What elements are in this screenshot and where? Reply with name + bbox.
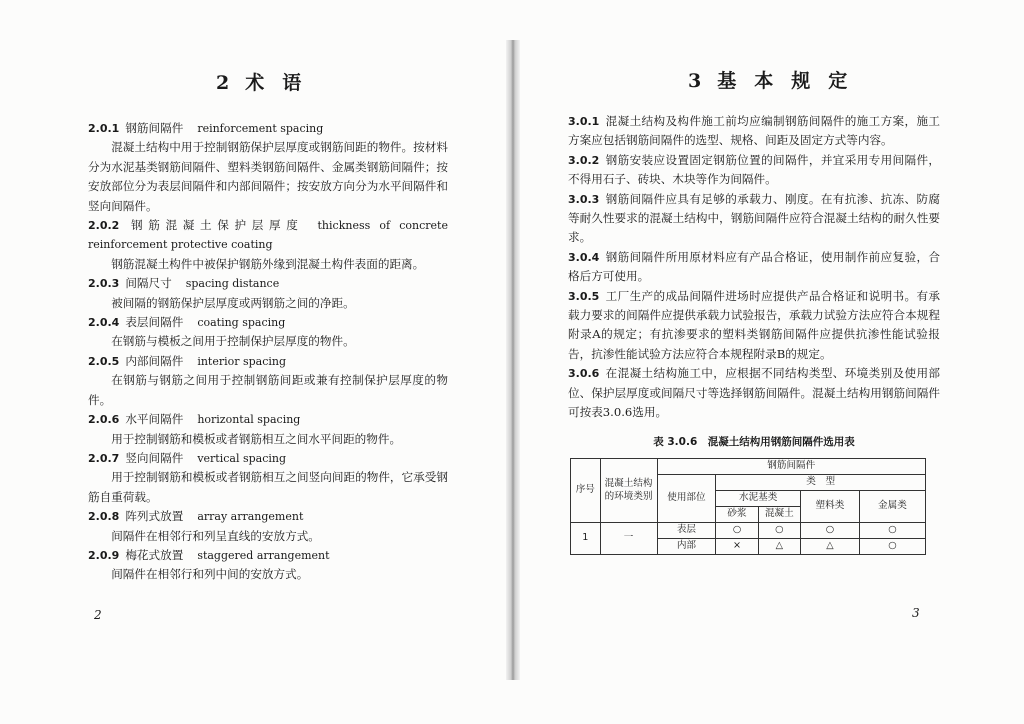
term-name: 梅花式放置	[125, 547, 184, 562]
cell-use-location: 表层	[657, 522, 716, 538]
left-page	[0, 0, 508, 724]
clause-text: 混凝土结构及构件施工前均应编制钢筋间隔件的施工方案，施工方案应包括钢筋间隔件的选型、规格、间距及固定方式等内容。	[568, 114, 940, 148]
clause	[568, 287, 940, 365]
clause-text: 在混凝土结构施工中，应根据不同结构类型、环境类别及使用部位、保护层厚度或间隔尺寸等选择钢筋间隔件。混凝土结构用钢筋间隔件可按表3.0.6选用。	[568, 366, 940, 420]
clause-number: 2.0.5	[88, 354, 120, 368]
clause-number: 2.0.7	[88, 451, 120, 465]
chapter-title-char: 本	[754, 70, 776, 92]
term-heading	[88, 352, 448, 371]
term-name: 水平间隔件	[125, 412, 184, 427]
chapter-title-char: 语	[282, 72, 304, 94]
clause-number: 3.0.1	[568, 115, 600, 128]
term-english: horizontal spacing	[197, 413, 301, 427]
term-heading	[88, 410, 448, 429]
header-plastic: 塑料类	[801, 490, 860, 522]
clause-number: 3.0.2	[568, 153, 600, 167]
cell-seq: 1	[571, 522, 601, 554]
term-heading	[88, 216, 448, 255]
term-heading	[88, 546, 448, 565]
clause	[568, 248, 940, 287]
term-definition: 用于控制钢筋和模板或者钢筋相互之间竖向间距的物件，它承受钢筋自重荷载。	[88, 470, 448, 504]
clause-number: 2.0.4	[88, 316, 120, 330]
terms-list	[88, 119, 448, 585]
term-definition: 用于控制钢筋和模板或者钢筋相互之间水平间距的物件。	[111, 431, 402, 446]
cell-mortar: ×	[716, 538, 758, 554]
chapter-title	[688, 66, 849, 93]
clause	[568, 151, 940, 190]
term-definition: 被间隔的钢筋保护层厚度或两钢筋之间的净距。	[111, 295, 355, 310]
term-heading	[88, 507, 448, 526]
term-name: 表层间隔件	[125, 315, 184, 330]
term-name: 竖向间隔件	[125, 450, 184, 465]
term-english: array arrangement	[197, 510, 304, 524]
term-english: interior spacing	[197, 354, 287, 368]
term-definition: 在钢筋与模板之间用于控制保护层厚度的物件。	[111, 334, 355, 349]
clause-number: 2.0.1	[88, 122, 120, 135]
clause-text: 工厂生产的成品间隔件进场时应提供产品合格证和说明书。有承载力要求的间隔件应提供承载力试验报告，承载力试验方法应符合本规程附录A的规定；有抗渗要求的塑料类钢筋间隔件应提供抗渗性能试验报告，抗渗性能试验方法应符合本规程附录B的规定。	[568, 288, 940, 361]
cell-use-location: 内部	[657, 538, 716, 554]
cell-plastic: ○	[801, 522, 860, 538]
clause	[568, 364, 940, 422]
header-environment: 混凝土结构的环境类别	[600, 458, 657, 522]
header-use-location: 使用部位	[657, 474, 716, 522]
term-english: staggered arrangement	[197, 548, 330, 562]
table-caption: 表 3.0.6 混凝土结构用钢筋间隔件选用表	[653, 435, 855, 448]
clauses-list	[568, 112, 940, 555]
term-definition: 混凝土结构中用于控制钢筋保护层厚度或钢筋间距的物件。按材料分为水泥基类钢筋间隔件、塑料类钢筋间隔件、金属类钢筋间隔件；按安放部位分为表层间隔件和内部间隔件；按安放方向分为水平间隔件和竖向间隔件。	[88, 140, 448, 213]
term-english: thickness of concrete reinforcement protective coating	[88, 219, 448, 252]
term-name: 钢筋间隔件	[125, 121, 184, 135]
term-definition: 在钢筋与钢筋之间用于控制钢筋间距或兼有控制保护层厚度的物件。	[88, 373, 448, 407]
chapter-title-char: 规	[791, 70, 813, 92]
cell-plastic: △	[801, 538, 860, 554]
header-spacer: 钢筋间隔件	[657, 458, 925, 474]
chapter-number: 3	[688, 70, 704, 92]
clause-number: 2.0.3	[88, 277, 120, 291]
cell-metal: ○	[859, 522, 925, 538]
cell-environment: 一	[600, 522, 657, 554]
clause-text: 钢筋安装应设置固定钢筋位置的间隔件，并宜采用专用间隔件，不得用石子、砖块、木块等作为间隔件。	[568, 152, 940, 187]
term-heading	[88, 119, 448, 138]
clause-number: 2.0.6	[88, 413, 120, 427]
term-definition: 钢筋混凝土构件中被保护钢筋外缘到混凝土构件表面的距离。	[111, 256, 425, 271]
page-number: 2	[94, 608, 102, 622]
clause-number: 2.0.9	[88, 548, 120, 562]
chapter-title-char: 定	[828, 70, 850, 92]
term-heading	[88, 313, 448, 332]
header-concrete: 混凝土	[758, 506, 800, 522]
clause	[568, 112, 940, 151]
clause-number: 2.0.2	[88, 219, 120, 233]
term-english: reinforcement spacing	[197, 122, 324, 135]
term-definition: 间隔件在相邻行和列呈直线的安放方式。	[111, 528, 320, 543]
cell-concrete: △	[758, 538, 800, 554]
header-metal: 金属类	[859, 490, 925, 522]
cell-mortar: ○	[716, 522, 758, 538]
term-heading	[88, 274, 448, 293]
clause-number: 3.0.6	[568, 367, 600, 381]
header-mortar: 砂浆	[716, 506, 758, 522]
table-row	[571, 522, 926, 538]
cell-concrete: ○	[758, 522, 800, 538]
clause-number: 3.0.4	[568, 250, 600, 264]
term-english: coating spacing	[197, 316, 286, 330]
term-english: vertical spacing	[197, 451, 287, 465]
spacer-selection-table	[570, 458, 926, 555]
clause-number: 3.0.3	[568, 192, 600, 206]
term-english: spacing distance	[185, 277, 280, 291]
header-type: 类 型	[716, 474, 926, 490]
right-page	[516, 0, 1024, 724]
clause-text: 钢筋间隔件应具有足够的承载力、刚度。在有抗渗、抗冻、防腐等耐久性要求的混凝土结构中，钢筋间隔件应符合混凝土结构的耐久性要求。	[568, 191, 940, 245]
clause-number: 2.0.8	[88, 510, 120, 524]
term-name: 钢筋混凝土保护层厚度	[125, 218, 304, 233]
header-cement-based: 水泥基类	[716, 490, 801, 506]
clause	[568, 190, 940, 248]
chapter-number: 2	[216, 72, 232, 94]
term-definition: 间隔件在相邻行和列中间的安放方式。	[111, 567, 309, 582]
page-number: 3	[912, 606, 920, 620]
term-name: 阵列式放置	[125, 509, 184, 524]
clause-number: 3.0.5	[568, 289, 600, 303]
term-name: 内部间隔件	[125, 353, 184, 368]
header-seq: 序号	[571, 458, 601, 522]
clause-text: 钢筋间隔件所用原材料应有产品合格证，使用制作前应复验，合格后方可使用。	[568, 249, 940, 284]
cell-metal: ○	[859, 538, 925, 554]
chapter-title-char: 基	[717, 70, 739, 92]
chapter-title	[216, 68, 303, 95]
term-heading	[88, 449, 448, 468]
term-name: 间隔尺寸	[125, 276, 172, 291]
chapter-title-char: 术	[245, 72, 267, 94]
